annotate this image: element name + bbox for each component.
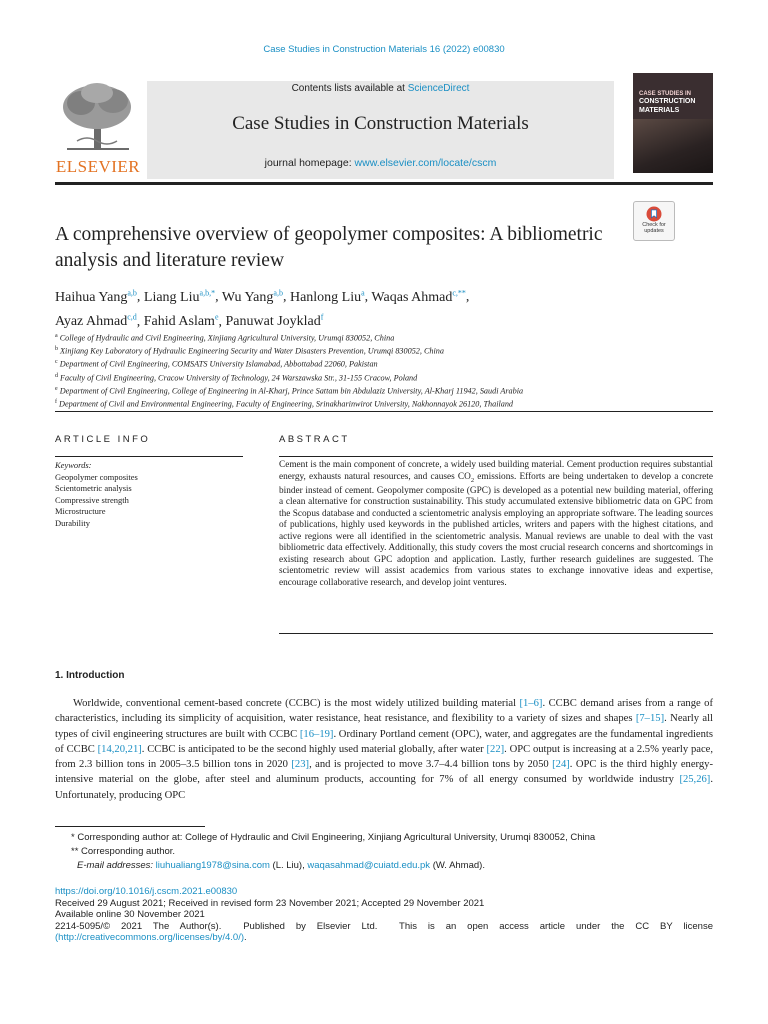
- affiliation: $^e$ Department of Civil Engineering, College of Engineering in Al-Kharj, Prince Sattam bin Abdulaziz University, Al-Kharj 11942, Saudi Arabia: [55, 385, 524, 396]
- header-rule: [55, 182, 713, 185]
- elsevier-wordmark: ELSEVIER: [55, 157, 141, 176]
- intro-text: . Nearly all types of civil engineering structures are built with CCBC: [55, 713, 713, 740]
- citation-link[interactable]: [1–6]: [519, 698, 543, 709]
- intro-text: Worldwide, conventional cement-based concrete (CCBC) is the most widely utilized building material: [73, 698, 520, 709]
- affiliations: [55, 331, 715, 410]
- author[interactable]: Wu Yang$^{a,b}$: [221, 288, 283, 305]
- cover-image: [633, 119, 713, 173]
- cover-text: [639, 91, 707, 115]
- journal-banner: [147, 81, 614, 179]
- keyword: Scientometric analysis: [55, 483, 132, 493]
- intro-text: . OPC output is increasing at a 2.5% yearly pace, from 2.3 billion tons in 2005–3.5 billion tons in 2020: [55, 743, 713, 771]
- citation-link[interactable]: [16–19]: [299, 728, 334, 740]
- corresponding-author-note-2: ** Corresponding author.: [71, 846, 176, 857]
- journal-header: [55, 73, 713, 183]
- keyword: Durability: [55, 517, 90, 528]
- author-list: Haihua Yang$^{a,b}$, Liang Liu$^{a,b,*}$, Wu Yang$^{a,b}$, Hanlong Liu$^a$, Waqas Ahmad$^{c,**}$, Ayaz Ahmad$^{c,d}$, Fahid Aslam$^e$, Panuwat Joyklad$^f$: [55, 288, 470, 330]
- publication-info: [55, 886, 713, 944]
- elsevier-tree-icon: [57, 81, 139, 153]
- footnotes: [55, 831, 715, 873]
- citation-link[interactable]: [7–15]: [635, 713, 665, 725]
- check-updates-line1: Check for: [642, 222, 666, 228]
- doi-link[interactable]: https://doi.org/10.1016/j.cscm.2021.e00830: [55, 886, 238, 897]
- author[interactable]: Panuwat Joyklad$^f$: [225, 312, 324, 330]
- citation-link[interactable]: [14,20,21]: [97, 743, 142, 755]
- received-dates: Received 29 August 2021; Received in revised form 23 November 2021; Accepted 29 November 2021: [55, 897, 485, 909]
- available-online: Available online 30 November 2021: [55, 909, 205, 920]
- email-owner: (W. Ahmad).: [430, 860, 485, 871]
- affiliation: $^f$ Department of Civil and Environmental Engineering, Faculty of Engineering, Srinakharinwirot University, Nakhonnayok 26120, Thailand: [55, 399, 514, 409]
- article-info-rule: [55, 456, 243, 457]
- abstract-heading: ABSTRACT: [279, 434, 350, 445]
- homepage-prefix: journal homepage:: [264, 157, 355, 169]
- contents-prefix: Contents lists available at: [291, 83, 408, 94]
- affiliation: $^c$ Department of Civil Engineering, COMSATS University Islamabad, Abbottabad 22060, Pakistan: [55, 359, 378, 370]
- author[interactable]: Ayaz Ahmad$^{c,d}$: [55, 312, 137, 330]
- keyword: Microstructure: [55, 506, 106, 516]
- section-heading-introduction: 1. Introduction: [55, 670, 125, 681]
- license-link[interactable]: (http://creativecommons.org/licenses/by/4.0/): [55, 932, 245, 943]
- keyword: Geopolymer composites: [55, 471, 138, 482]
- intro-text: , and is projected to move 3.7–4.4 billion tons by 2050: [309, 759, 553, 771]
- intro-text: . Ordinary Portland cement (OPC), water, and aggregates are the fundamental ingredients of CCBC: [55, 728, 713, 755]
- journal-homepage: [147, 157, 614, 169]
- abstract-rule: [279, 456, 713, 457]
- article-title: A comprehensive overview of geopolymer composites: A bibliometric analysis and literature review: [55, 224, 603, 271]
- journal-title: Case Studies in Construction Materials: [232, 113, 529, 134]
- intro-text: . Unfortunately, producing OPC: [55, 774, 713, 801]
- journal-cover-thumbnail[interactable]: [633, 73, 713, 173]
- check-updates-line2: updates: [644, 228, 664, 235]
- intro-text: . OPC is the third highly energy-intensive material on the globe, after steel and aluminum products, accounting for 7% of all energy consumed by worldwide industry: [55, 759, 713, 786]
- keywords-block: [55, 460, 243, 529]
- keywords-label: Keywords:: [55, 460, 92, 470]
- author[interactable]: Waqas Ahmad$^{c,**}$: [371, 288, 466, 305]
- cover-line1: CASE STUDIES IN: [639, 91, 692, 97]
- keyword: Compressive strength: [55, 494, 129, 505]
- affiliation: $^d$ Faculty of Civil Engineering, Cracow University of Technology, 24 Warszawska Str., 31-155 Cracow, Poland: [55, 372, 418, 383]
- author[interactable]: Liang Liu$^{a,b,*}$: [143, 288, 216, 305]
- license-link-line: (http://creativecommons.org/licenses/by/4.0/).: [55, 932, 247, 943]
- intro-text: . CCBC is anticipated to be the second highly used material globally, after water: [141, 743, 487, 755]
- homepage-link[interactable]: www.elsevier.com/locate/cscm: [354, 157, 497, 169]
- corresponding-author-note: * Corresponding author at: College of Hydraulic and Civil Engineering, Xinjiang Agricultural University, Urumqi 830052, China: [71, 832, 596, 843]
- cover-line2: CONSTRUCTION MATERIALS: [639, 98, 696, 114]
- email-link-liu[interactable]: liuhualiang1978@sina.com: [155, 860, 270, 871]
- citation-link[interactable]: [23]: [291, 759, 310, 771]
- footnote-rule: [55, 826, 205, 827]
- elsevier-logo[interactable]: [55, 81, 141, 183]
- citation-link[interactable]: [24]: [552, 759, 570, 771]
- bookmark-icon: [646, 206, 662, 222]
- affiliation: $^a$ College of Hydraulic and Civil Engineering, Xinjiang Agricultural University, Urumqi 830052, China: [55, 333, 395, 343]
- email-label: E-mail addresses:: [77, 860, 154, 871]
- intro-text: . CCBC demand arises from a range of characteristics, including its simplicity of acquisition, water resistance, heat resistance, and flexibility to a variety of sizes and shapes: [55, 698, 713, 725]
- license-statement: 2214-5095/© 2021 The Author(s). Published by Elsevier Ltd. This is an open access article under the CC BY license: [55, 920, 713, 932]
- abstract-text: Cement is the main component of concrete, a widely used building material. Cement production requires substantial energy, exhausts natural resources, and causes $CO_2$ emissions. Efforts are being undertaken to develop a concrete binder instead of cement. Geopolymer composite (GPC) is developed as a potential new building material, offering a clean alternative for construction sustainability. This study accumulated extensive bibliometric data on GPC from the Scopus database and conducted a scientometric analysis employing an appropriate software. The leading sources of publications, highly used keywords in the published articles, writers and papers with the highest citations, and active regions were all identified in the scientometric analysis. Manual reviews are unable to deal with the vast bibliometric data effectively. Additionally, this study covers the most crucial research concerns and shortcomings in existing research about GPC adoption and application. Lastly, further research guidelines are suggested. The scientometric review will assist academics from various states to exchange innovative ideas and expertise, encourage collaborative research, and develop joint ventures.: [279, 460, 714, 588]
- section-rule: [55, 411, 713, 412]
- author[interactable]: Haihua Yang$^{a,b}$: [55, 288, 137, 305]
- email-link-ahmad[interactable]: waqasahmad@cuiatd.edu.pk: [307, 860, 431, 871]
- author[interactable]: Hanlong Liu$^a$: [289, 288, 365, 305]
- author[interactable]: Fahid Aslam$^e$: [143, 312, 219, 330]
- article-info-heading: ARTICLE INFO: [55, 434, 151, 445]
- email-owner: (L. Liu),: [269, 860, 308, 871]
- sciencedirect-link[interactable]: ScienceDirect: [407, 83, 470, 94]
- journal-reference[interactable]: Case Studies in Construction Materials 16 (2022) e00830: [263, 44, 505, 55]
- affiliation: $^b$ Xinjiang Key Laboratory of Hydraulic Engineering Security and Water Disasters Prevention, Urumqi 830052, China: [55, 346, 444, 356]
- abstract-bottom-rule: [279, 633, 713, 634]
- citation-link[interactable]: [25,26]: [679, 774, 711, 786]
- check-for-updates-button[interactable]: [633, 201, 675, 241]
- email-addresses: [55, 859, 715, 873]
- citation-link[interactable]: [22]: [486, 743, 505, 755]
- contents-availability: [147, 83, 614, 94]
- introduction-paragraph: [55, 696, 713, 803]
